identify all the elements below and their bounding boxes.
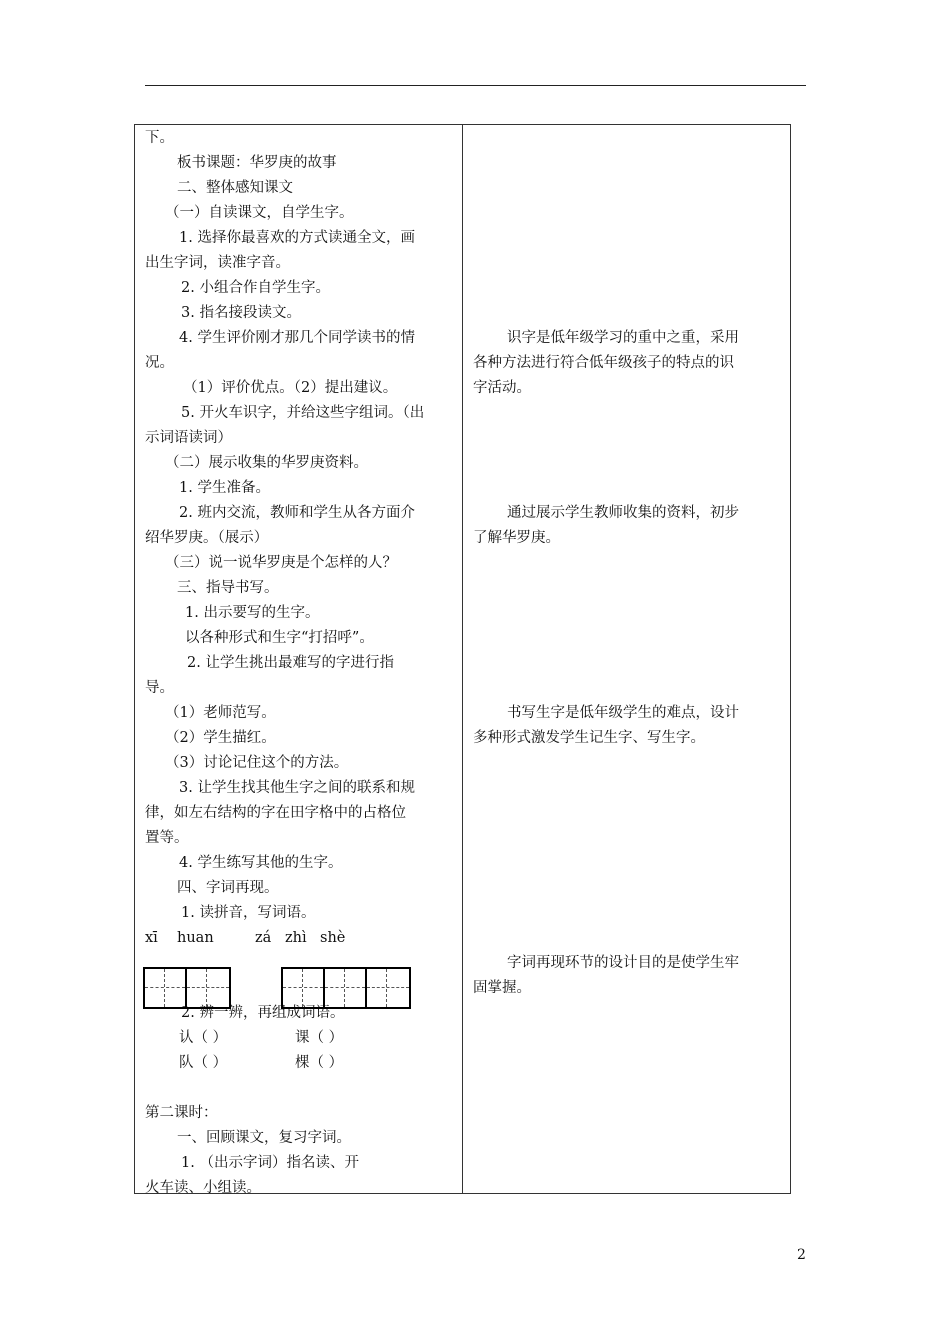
exercise-dui: 队（ ） xyxy=(179,1055,228,1071)
exercise-ke2: 棵（ ） xyxy=(295,1055,344,1071)
text-line: 出生字词，读准字音。 xyxy=(145,255,290,271)
text-line: 导。 xyxy=(145,680,174,696)
text-line: 以各种形式和生字“打招呼”。 xyxy=(185,630,374,646)
text-line: 律，如左右结构的字在田字格中的占格位 xyxy=(145,805,406,821)
text-line: 2. 班内交流，教师和学生从各方面介 xyxy=(179,505,415,521)
exercise-item-2: 2. 辨一辨，再组成词语。 xyxy=(181,1005,345,1021)
pinyin-za: zá xyxy=(255,930,272,946)
text-line: （一）自读课文，自学生字。 xyxy=(165,205,354,221)
text-line: （三）说一说华罗庚是个怎样的人？ xyxy=(165,555,397,571)
pinyin-she: shè xyxy=(320,930,346,946)
note-text: 了解华罗庚。 xyxy=(473,530,560,546)
text-line: （3）讨论记住这个的方法。 xyxy=(165,755,349,771)
text-line: 3. 让学生找其他生字之间的联系和规 xyxy=(179,780,415,796)
text-line: （1）老师范写。 xyxy=(165,705,276,721)
text-line: 置等。 xyxy=(145,830,189,846)
text-line: 1. 出示要写的生字。 xyxy=(185,605,320,621)
text-line: 况。 xyxy=(145,355,174,371)
text-line: 板书课题：华罗庚的故事 xyxy=(177,155,337,171)
note-text: 通过展示学生教师收集的资料，初步 xyxy=(507,505,739,521)
text-line: 四、字词再现。 xyxy=(177,880,279,896)
note-text: 识字是低年级学习的重中之重，采用 xyxy=(507,330,739,346)
text-line: 1. 读拼音，写词语。 xyxy=(181,905,316,921)
text-line: 火车读、小组读。 xyxy=(145,1180,261,1196)
grid-cell xyxy=(145,969,187,1007)
writing-grid-triple xyxy=(281,967,411,1009)
exercise-ren: 认（ ） xyxy=(179,1030,228,1046)
note-text: 固掌握。 xyxy=(473,980,531,996)
grid-cell xyxy=(283,969,325,1007)
text-line: 一、回顾课文，复习字词。 xyxy=(177,1130,351,1146)
text-line: 1. （出示字词）指名读、开 xyxy=(181,1155,359,1171)
text-line: （二）展示收集的华罗庚资料。 xyxy=(165,455,368,471)
note-text: 字词再现环节的设计目的是使学生牢 xyxy=(507,955,739,971)
grid-cell xyxy=(367,969,409,1007)
exercise-ke: 课（ ） xyxy=(295,1030,344,1046)
grid-cell xyxy=(325,969,367,1007)
text-line: 4. 学生评价刚才那几个同学读书的情 xyxy=(179,330,415,346)
text-line: 绍华罗庚。（展示） xyxy=(145,530,269,546)
text-line: 2. 小组合作自学生字。 xyxy=(181,280,330,296)
lesson-table xyxy=(134,124,791,1194)
writing-grid-pair xyxy=(143,967,231,1009)
text-line: 3. 指名接段读文。 xyxy=(181,305,301,321)
text-line: 三、指导书写。 xyxy=(177,580,279,596)
note-text: 各种方法进行符合低年级孩子的特点的识 xyxy=(473,355,734,371)
text-line: 2. 让学生挑出最难写的字进行指 xyxy=(187,655,394,671)
pinyin-huan: huan xyxy=(177,930,214,946)
note-text: 多种形式激发学生记生字、写生字。 xyxy=(473,730,705,746)
text-line: 1. 学生准备。 xyxy=(179,480,270,496)
header-rule xyxy=(145,85,806,86)
note-text: 书写生字是低年级学生的难点，设计 xyxy=(507,705,739,721)
column-divider xyxy=(462,125,463,1193)
pinyin-zhi: zhì xyxy=(285,930,307,946)
note-text: 字活动。 xyxy=(473,380,531,396)
text-line: （2）学生描红。 xyxy=(165,730,276,746)
text-line: 二、整体感知课文 xyxy=(177,180,293,196)
text-line: 下。 xyxy=(145,130,174,146)
text-line: （1）评价优点。（2）提出建议。 xyxy=(183,380,398,396)
text-line: 4. 学生练写其他的生字。 xyxy=(179,855,343,871)
second-lesson-title: 第二课时： xyxy=(145,1105,218,1121)
grid-cell xyxy=(187,969,229,1007)
page-number: 2 xyxy=(797,1247,806,1263)
text-line: 5. 开火车识字，并给这些字组词。（出 xyxy=(181,405,425,421)
text-line: 示词语读词） xyxy=(145,430,232,446)
text-line: 1. 选择你最喜欢的方式读通全文，画 xyxy=(179,230,415,246)
pinyin-xi: xī xyxy=(145,930,158,946)
